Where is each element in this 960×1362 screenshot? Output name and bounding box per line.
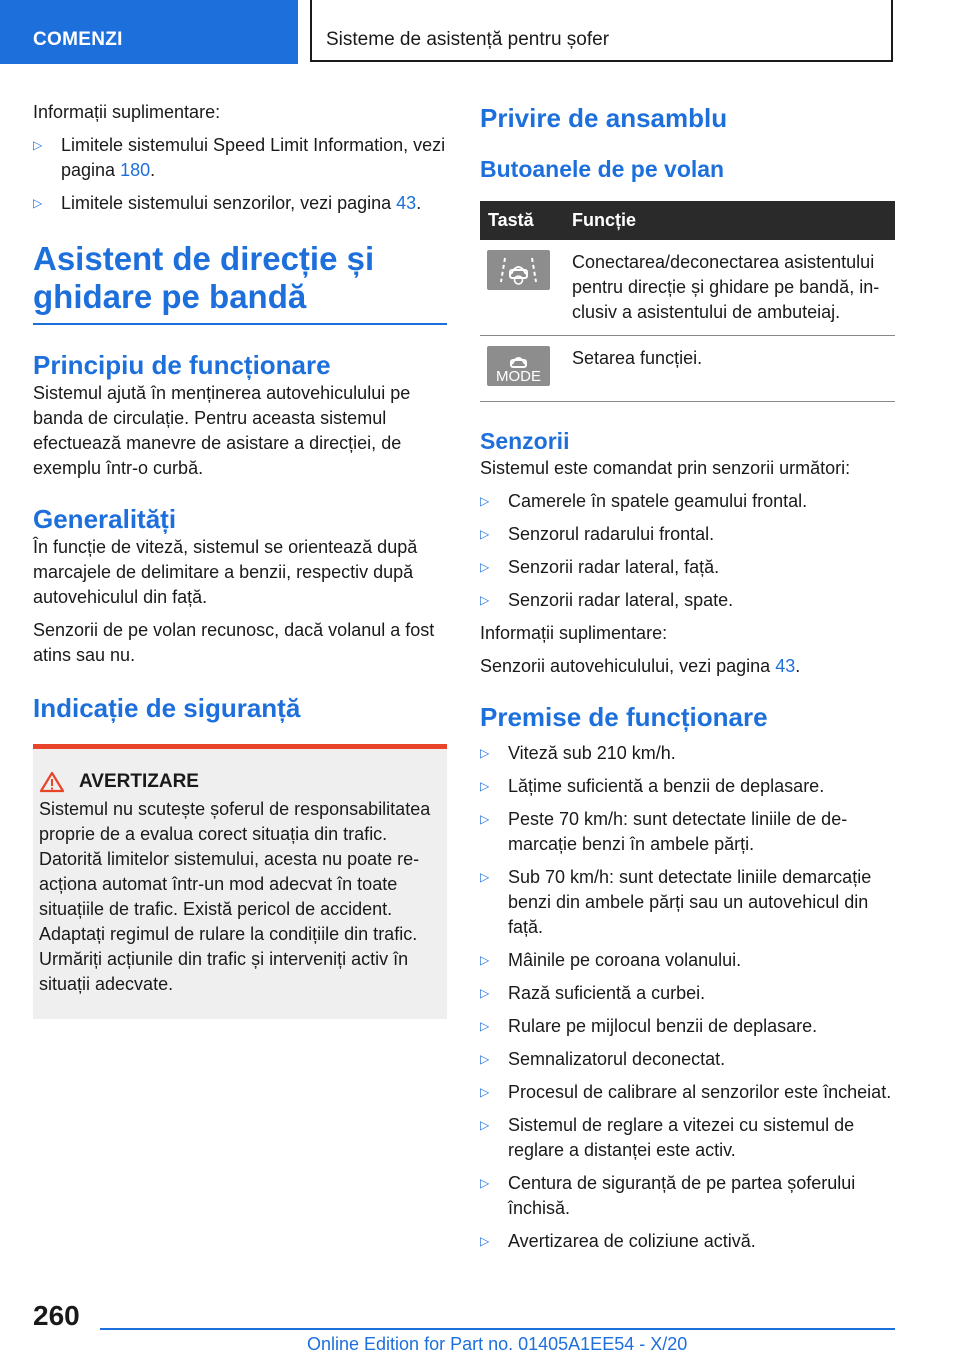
list-item-text [508, 522, 895, 547]
text-fragment: Lățime suficientă a benzii de deplasare. [508, 776, 825, 796]
bullet-triangle-icon: ▷ [480, 527, 490, 541]
mode-button-icon [487, 346, 550, 386]
bullet-triangle-icon: ▷ [480, 953, 490, 967]
list-item [480, 1171, 895, 1221]
list-item [480, 1080, 895, 1105]
sensors-info-label: Informații suplimentare: [480, 623, 668, 643]
text-fragment: Camerele în spatele geamului frontal. [508, 491, 808, 511]
bullet-triangle-icon: ▷ [480, 870, 490, 884]
text-fragment: . [416, 193, 422, 213]
text-fragment: Rulare pe mijlocul benzii de deplasare. [508, 1016, 818, 1036]
table-row [480, 336, 895, 402]
right-column [480, 100, 895, 1254]
list-item [480, 522, 895, 547]
text-fragment: Mâinile pe coroana volanului. [508, 950, 742, 970]
bullet-triangle-icon: ▷ [480, 1052, 490, 1066]
page-link[interactable]: 43 [396, 193, 417, 213]
function-cell: Setarea funcției. [564, 336, 895, 402]
text-fragment: Limitele sistemului Speed Limit Information, vezi pagina [61, 135, 446, 180]
list-item-text [508, 981, 895, 1006]
bullet-triangle-icon: ▷ [480, 1085, 490, 1099]
section-title: COMENZI [33, 29, 123, 50]
bullet-triangle-icon: ▷ [480, 779, 490, 793]
bullet-triangle-icon: ▷ [480, 1176, 490, 1190]
principle-text: Sistemul ajută în menținerea autovehiculului pe banda de circulație. Pentru aceasta sistemul efectuează manevre de asistare a direcției, de exemplu într-o curbă. [33, 383, 411, 478]
page-link[interactable]: 43 [775, 656, 796, 676]
list-item [33, 133, 447, 183]
list-item-text [508, 807, 895, 857]
sensors-info-end: . [795, 656, 801, 676]
table-header-row [480, 201, 895, 240]
list-item [480, 741, 895, 766]
bullet-triangle-icon: ▷ [480, 986, 490, 1000]
buttons-table [480, 201, 895, 402]
key-cell [480, 240, 564, 336]
text-fragment: Senzorii radar lateral, față. [508, 557, 720, 577]
list-item-text [508, 1171, 895, 1221]
text-fragment: Sistemul de reglare a vitezei cu sistemul de reglare a distanței este activ. [508, 1115, 855, 1160]
bullet-triangle-icon: ▷ [480, 560, 490, 574]
lane-assist-button-icon [487, 250, 550, 290]
text-fragment: Senzorul radarului frontal. [508, 524, 715, 544]
sensors-intro: Sistemul este comandat prin senzorii următori: [480, 458, 851, 478]
text-fragment: Senzorii radar lateral, spate. [508, 590, 734, 610]
warning-title: AVERTIZARE [79, 771, 199, 792]
list-item [480, 555, 895, 580]
premise-list [480, 741, 895, 1254]
list-item-text [61, 191, 447, 216]
info-list [33, 133, 447, 216]
page-link[interactable]: 180 [120, 160, 151, 180]
bullet-triangle-icon: ▷ [33, 138, 43, 152]
list-item-text [508, 948, 895, 973]
text-fragment: Centura de siguranță de pe partea șoferului închisă. [508, 1173, 856, 1218]
text-fragment: Avertizarea de coliziune activă. [508, 1231, 756, 1251]
footer-rule [100, 1328, 895, 1330]
list-item [480, 1047, 895, 1072]
bullet-triangle-icon: ▷ [480, 1019, 490, 1033]
section-heading: Asistent de direcție și ghidare pe bandă [33, 240, 375, 315]
list-item [480, 1229, 895, 1254]
mode-key-label: MODE [496, 368, 541, 385]
list-item [480, 1113, 895, 1163]
principle-heading: Principiu de funcționare [33, 350, 331, 380]
general-text-2: Senzorii de pe volan recunosc, dacă volanul a fost atins sau nu. [33, 620, 435, 665]
page-number: 260 [33, 1300, 80, 1331]
list-item [480, 489, 895, 514]
premises-heading: Premise de funcționare [480, 702, 768, 732]
table-row [480, 240, 895, 336]
warning-title-row [39, 771, 439, 793]
bullet-triangle-icon: ▷ [33, 196, 43, 210]
general-text-1: În funcție de viteză, sistemul se orientează după marcajele de delimitare a benzii, respectiv după autovehiculul din față. [33, 537, 418, 607]
info-label: Informații suplimentare: [33, 102, 221, 122]
chapter-title: Sisteme de asistență pentru șofer [326, 29, 610, 50]
list-item-text [508, 588, 895, 613]
bullet-triangle-icon: ▷ [480, 1118, 490, 1132]
list-item-text [61, 133, 447, 183]
bullet-triangle-icon: ▷ [480, 812, 490, 826]
buttons-heading: Butoanele de pe volan [480, 156, 725, 182]
text-fragment: Rază suficientă a curbei. [508, 983, 706, 1003]
text-fragment: Limitele sistemului senzorilor, vezi pagina [61, 193, 397, 213]
chapter-header [310, 0, 893, 62]
text-fragment: Peste 70 km/h: sunt detectate liniile de demarcație benzi în ambele părți. [508, 809, 848, 854]
safety-heading: Indicație de siguranță [33, 693, 301, 723]
text-fragment: Sub 70 km/h: sunt detectate liniile demarcație benzi din ambele părți sau un autovehicul din față. [508, 867, 872, 937]
sensors-info-text: Senzorii autovehiculului, vezi pagina [480, 656, 776, 676]
list-item [480, 774, 895, 799]
section-tab [0, 0, 298, 64]
list-item [480, 981, 895, 1006]
bullet-triangle-icon: ▷ [480, 494, 490, 508]
overview-heading: Privire de ansamblu [480, 103, 728, 133]
list-item [33, 191, 447, 216]
bullet-triangle-icon: ▷ [480, 1234, 490, 1248]
warning-triangle-icon [39, 771, 65, 793]
list-item [480, 807, 895, 857]
text-fragment: . [150, 160, 156, 180]
warning-box [33, 744, 447, 1019]
list-item-text [508, 489, 895, 514]
list-item [480, 588, 895, 613]
list-item-text [508, 1080, 895, 1105]
table-header-key: Tastă [480, 201, 564, 240]
sensor-list [480, 489, 895, 613]
list-item-text [508, 1113, 895, 1163]
general-heading: Generalități [33, 504, 177, 534]
sensors-heading: Senzorii [480, 428, 570, 454]
key-cell [480, 336, 564, 402]
bullet-triangle-icon: ▷ [480, 593, 490, 607]
bullet-triangle-icon: ▷ [480, 746, 490, 760]
list-item-text [508, 741, 895, 766]
sensors-info [480, 654, 895, 679]
warning-text: Sistemul nu scutește șoferul de responsabilitatea proprie de a evalua corect situația din trafic. Datorită limitelor sistemului, acesta nu poate reacționa automat într-un mod adecvat în toate situațiile de trafic. Există pericol de accident. Adaptați regimul de rulare la condițiile din trafic. Urmăriți acțiunile din trafic și interveniți activ în situații adecvate. [39, 799, 431, 994]
list-item-text [508, 555, 895, 580]
list-item-text [508, 865, 895, 940]
list-item [480, 865, 895, 940]
footer-edition: Online Edition for Part no. 01405A1EE54 - X/20 [307, 1334, 688, 1354]
list-item [480, 948, 895, 973]
list-item-text [508, 1047, 895, 1072]
text-fragment: Procesul de calibrare al senzorilor este încheiat. [508, 1082, 892, 1102]
text-fragment: Semnalizatorul deconectat. [508, 1049, 726, 1069]
list-item-text [508, 1014, 895, 1039]
list-item [480, 1014, 895, 1039]
left-column [33, 100, 447, 1019]
function-cell: Conectarea/deconectarea asistentului pentru direcție și ghidare pe bandă, inclusiv a asistentului de ambuteiaj. [564, 240, 895, 336]
list-item-text [508, 1229, 895, 1254]
text-fragment: Viteză sub 210 km/h. [508, 743, 676, 763]
list-item-text [508, 774, 895, 799]
table-header-function: Funcție [564, 201, 895, 240]
